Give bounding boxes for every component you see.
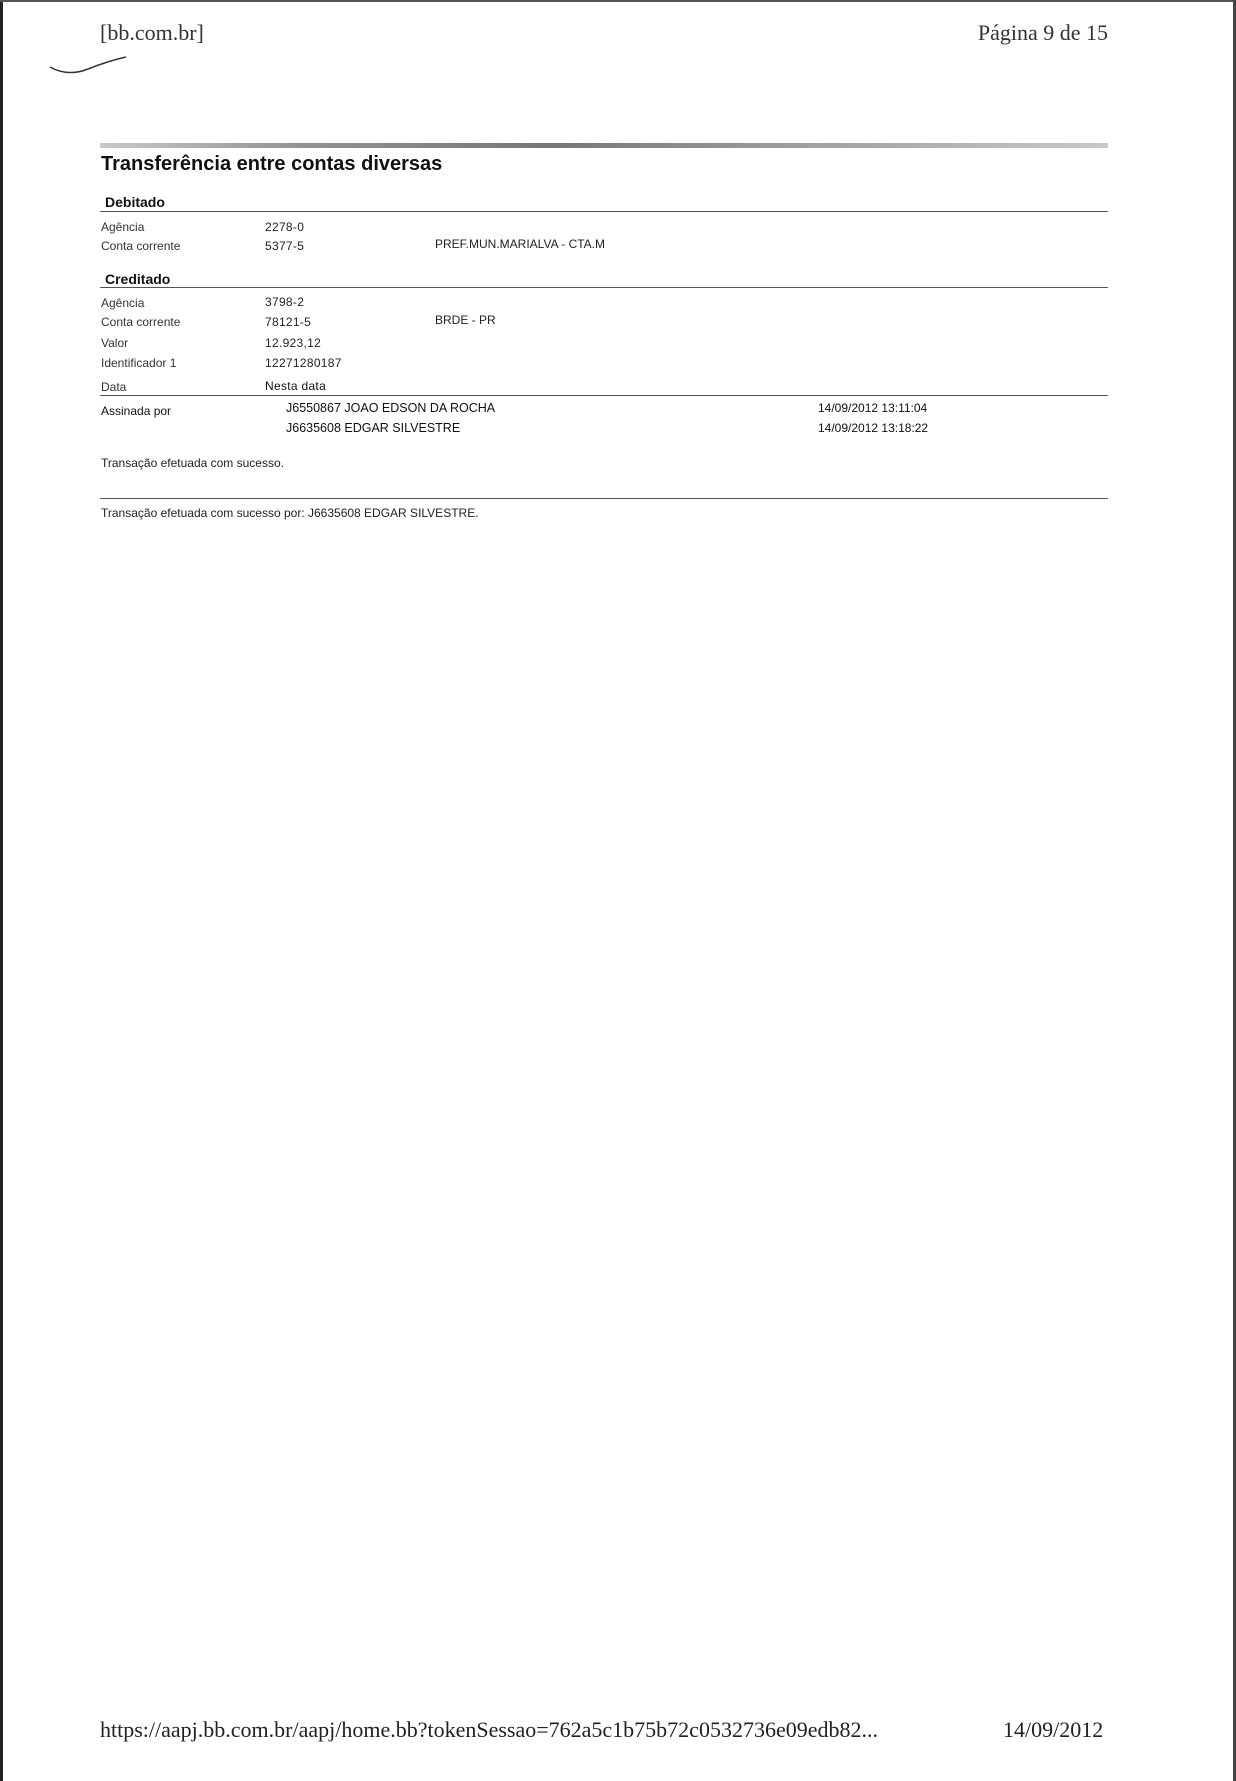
creditado-agencia-label: Agência [101,296,145,310]
status-message-por: Transação efetuada com sucesso por: J6635608 EDGAR SILVESTRE. [101,506,479,520]
creditado-titular: BRDE - PR [435,313,496,327]
data-label: Data [101,380,127,394]
debitado-titular: PREF.MUN.MARIALVA - CTA.M [435,237,606,251]
assinatura-1-nome: J6550867 JOAO EDSON DA ROCHA [286,401,496,415]
assinaturas-rule [100,395,1108,396]
debitado-conta-value: 5377-5 [265,239,305,253]
debitado-rule [100,211,1108,212]
header-page-number: Página 9 de 15 [977,20,1108,45]
creditado-rule [100,287,1108,288]
identificador-value: 12271280187 [265,356,342,370]
identificador-label: Identificador 1 [101,356,177,370]
footer-url: https://aapj.bb.com.br/aapj/home.bb?tokenSessao=762a5c1b75b72c0532736e09edb82... [100,1717,878,1742]
creditado-conta-label: Conta corrente [101,315,181,329]
debitado-agencia-value: 2278-0 [265,220,305,234]
status-rule [100,498,1108,499]
scan-edge-left [0,0,3,1781]
valor-value: 12.923,12 [265,336,322,350]
debitado-conta-label: Conta corrente [101,239,181,253]
data-value: Nesta data [265,379,327,393]
valor-label: Valor [101,336,129,350]
assinatura-2-nome: J6635608 EDGAR SILVESTRE [286,421,461,435]
debitado-heading: Debitado [105,194,165,210]
footer-date: 14/09/2012 [1003,1717,1104,1742]
status-message: Transação efetuada com sucesso. [101,456,284,470]
creditado-heading: Creditado [105,271,171,287]
assinatura-1-datahora: 14/09/2012 13:11:04 [818,401,928,415]
page-title: Transferência entre contas diversas [101,153,443,175]
header-site: [bb.com.br] [100,20,204,45]
creditado-conta-value: 78121-5 [265,315,312,329]
title-band [100,143,1108,148]
assinatura-2-datahora: 14/09/2012 13:18:22 [818,421,929,435]
scan-edge-top [0,0,1236,2]
creditado-agencia-value: 3798-2 [265,295,305,309]
debitado-agencia-label: Agência [101,220,145,234]
pen-mark [48,55,128,80]
assinada-por-label: Assinada por [101,404,172,418]
